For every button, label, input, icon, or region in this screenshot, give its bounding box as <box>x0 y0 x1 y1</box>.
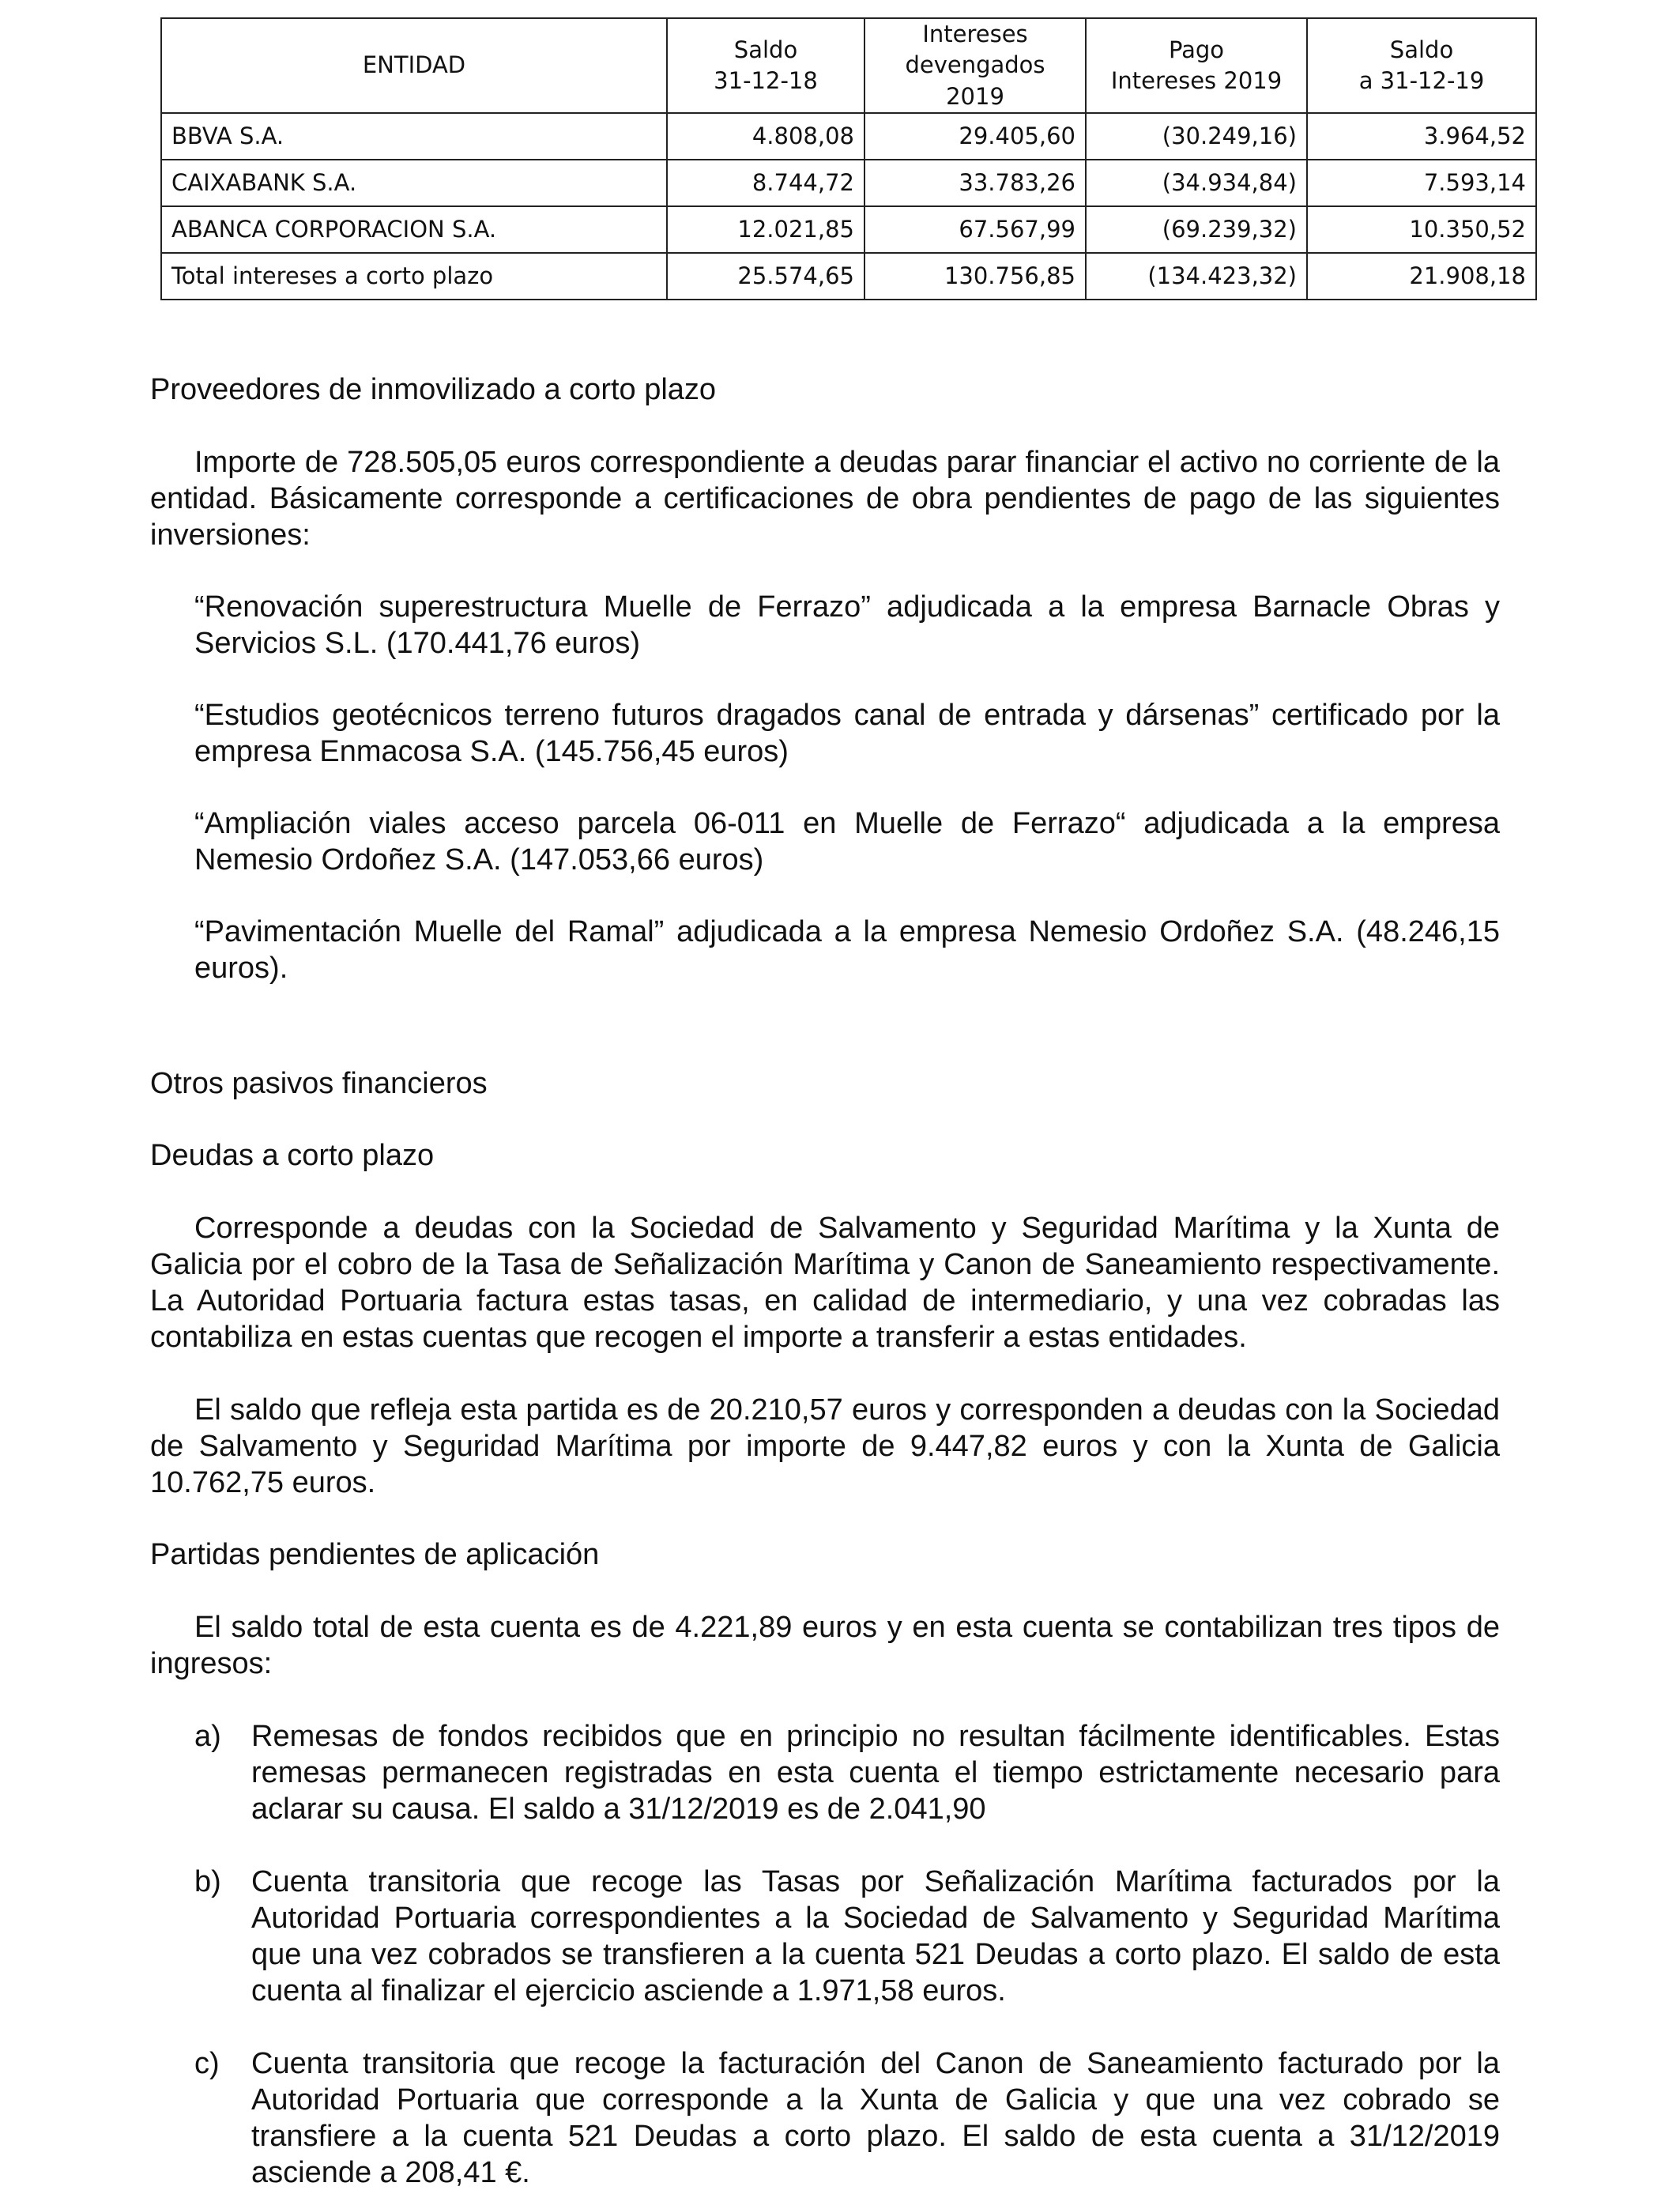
cell-intereses: 130.756,85 <box>864 253 1086 300</box>
deudas-paragraph-1: Corresponde a deudas con la Sociedad de Salvamento y Seguridad Marítima y la Xunta de Galicia por el cobro de la Tasa de Señalización Marítima y Canon de Saneamiento respectivamente. La Autoridad Portuaria factura estas tasas, en calidad de intermediario, y una vez cobradas las contabiliza en estas cuentas que recogen el importe a transferir a estas entidades. <box>150 1212 1500 1354</box>
cell-entidad: ABANCA CORPORACION S.A. <box>161 206 667 253</box>
table-header-row <box>161 18 1536 113</box>
proveedores-item: “Ampliación viales acceso parcela 06-011 en Muelle de Ferrazo“ adjudicada a la empresa Nemesio Ordoñez S.A. (147.053,66 euros) <box>194 807 1500 876</box>
list-item-text: Cuenta transitoria que recoge la facturación del Canon de Saneamiento facturado por la Autoridad Portuaria que corresponde a la Xunta de Galicia y que una vez cobrado se transfiere a la cuenta 521 Deudas a corto plazo. El saldo de esta cuenta a 31/12/2019 asciende a 208,41 €. <box>251 2047 1500 2189</box>
table-row <box>161 160 1536 206</box>
cell-saldo-2019: 21.908,18 <box>1307 253 1536 300</box>
list-marker: a) <box>194 1720 221 1753</box>
cell-saldo-2019: 10.350,52 <box>1307 206 1536 253</box>
table-row <box>161 206 1536 253</box>
cell-entidad: CAIXABANK S.A. <box>161 160 667 206</box>
table-row <box>161 113 1536 160</box>
header-entidad: ENTIDAD <box>161 18 667 113</box>
table-total-row <box>161 253 1536 300</box>
cell-intereses: 33.783,26 <box>864 160 1086 206</box>
cell-saldo-2019: 7.593,14 <box>1307 160 1536 206</box>
header-pago-intereses: Pago Intereses 2019 <box>1086 18 1307 113</box>
list-item-text: Cuenta transitoria que recoge las Tasas por Señalización Marítima facturados por la Autoridad Portuaria correspondientes a la Sociedad de Salvamento y Seguridad Marítima que una vez cobrados se transfieren a la cuenta 521 Deudas a corto plazo. El saldo de esta cuenta al finalizar el ejercicio asciende a 1.971,58 euros. <box>251 1865 1500 2007</box>
cell-saldo-2019: 3.964,52 <box>1307 113 1536 160</box>
cell-saldo-2018: 25.574,65 <box>667 253 864 300</box>
proveedores-item: “Pavimentación Muelle del Ramal” adjudicada a la empresa Nemesio Ordoñez S.A. (48.246,15 euros). <box>194 915 1500 985</box>
partidas-intro: El saldo total de esta cuenta es de 4.221,89 euros y en esta cuenta se contabilizan tres tipos de ingresos: <box>150 1611 1500 1680</box>
cell-pago: (34.934,84) <box>1086 160 1307 206</box>
cell-saldo-2018: 4.808,08 <box>667 113 864 160</box>
list-item <box>150 2045 1500 2191</box>
cell-saldo-2018: 12.021,85 <box>667 206 864 253</box>
section-heading-otros-pasivos: Otros pasivos financieros <box>150 1067 488 1100</box>
cell-intereses: 29.405,60 <box>864 113 1086 160</box>
deudas-paragraph-2: El saldo que refleja esta partida es de 20.210,57 euros y corresponden a deudas con la Sociedad de Salvamento y Seguridad Marítima por importe de 9.447,82 euros y con la Xunta de Galicia 10.762,75 euros. <box>150 1393 1500 1499</box>
cell-entidad: BBVA S.A. <box>161 113 667 160</box>
list-item <box>150 1718 1500 1827</box>
interest-table <box>160 17 1537 300</box>
list-marker: c) <box>194 2047 220 2080</box>
list-item-text: Remesas de fondos recibidos que en principio no resultan fácilmente identificables. Estas remesas permanecen registradas en esta cuenta el tiempo estrictamente necesario para aclarar su causa. El saldo a 31/12/2019 es de 2.041,90 <box>251 1720 1500 1826</box>
list-item <box>150 1864 1500 2009</box>
proveedores-item: “Renovación superestructura Muelle de Ferrazo” adjudicada a la empresa Barnacle Obras y Servicios S.L. (170.441,76 euros) <box>194 590 1500 660</box>
cell-pago: (30.249,16) <box>1086 113 1307 160</box>
cell-entidad: Total intereses a corto plazo <box>161 253 667 300</box>
proveedores-intro: Importe de 728.505,05 euros correspondiente a deudas parar financiar el activo no corriente de la entidad. Básicamente corresponde a certificaciones de obra pendientes de pago de las siguientes inversiones: <box>150 446 1500 552</box>
document-body <box>150 371 1500 2191</box>
header-intereses-devengados: Intereses devengados 2019 <box>864 18 1086 113</box>
section-heading-proveedores: Proveedores de inmovilizado a corto plazo <box>150 373 717 406</box>
section-heading-partidas: Partidas pendientes de aplicación <box>150 1538 600 1571</box>
cell-pago: (69.239,32) <box>1086 206 1307 253</box>
list-marker: b) <box>194 1865 221 1898</box>
cell-saldo-2018: 8.744,72 <box>667 160 864 206</box>
header-saldo-2019: Saldo a 31-12-19 <box>1307 18 1536 113</box>
section-heading-deudas: Deudas a corto plazo <box>150 1139 435 1172</box>
header-saldo-2018: Saldo 31-12-18 <box>667 18 864 113</box>
cell-intereses: 67.567,99 <box>864 206 1086 253</box>
cell-pago: (134.423,32) <box>1086 253 1307 300</box>
proveedores-item: “Estudios geotécnicos terreno futuros dragados canal de entrada y dársenas” certificado por la empresa Enmacosa S.A. (145.756,45 euros) <box>194 699 1500 768</box>
